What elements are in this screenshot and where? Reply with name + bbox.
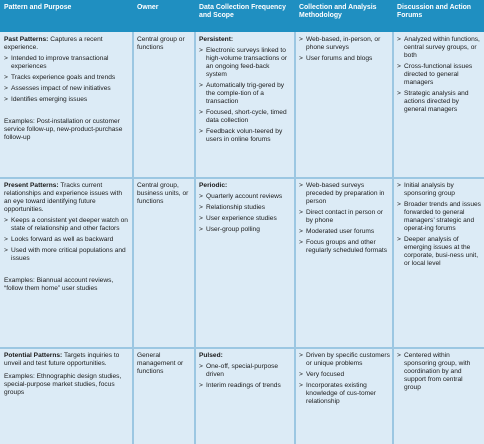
- header-discussion-forums: Discussion and Action Forums: [393, 0, 484, 32]
- row2-frequency-bullet-1: > Quarterly account reviews: [199, 193, 292, 201]
- row2-pattern-text: Tracks current relationships and experience issues with an eye toward identifying future opportunities.: [4, 182, 123, 214]
- row3-owner: General management or functions: [137, 352, 184, 376]
- row3-methodology-bullets: [299, 352, 390, 406]
- row1-pattern-bullet-1: > Intended to improve transactional experiences: [4, 55, 130, 71]
- row2-owner-cell: [133, 178, 195, 348]
- row1-methodology-bullet-1: > Web-based, in-person, or phone surveys: [299, 36, 390, 52]
- row2-pattern-bullet-3: > Used with more critical populations and issues: [4, 247, 130, 263]
- row-divider-1: [0, 177, 484, 179]
- row2-forums-bullet-2: > Broader trends and issues forwarded to general managers’ strategic and operat-ing forums: [397, 201, 481, 233]
- row2-methodology-bullet-4: > Focus groups and other regularly scheduled formats: [299, 239, 390, 255]
- row1-forums-bullets: [397, 36, 481, 114]
- row3-methodology-bullet-1: > Driven by specific customers or unique problems: [299, 352, 390, 368]
- row2-frequency-bullets: [199, 193, 292, 234]
- row1-pattern-bullets: [4, 55, 130, 104]
- column-divider-2: [194, 32, 196, 444]
- row1-pattern-text: Captures a recent experience.: [4, 36, 103, 52]
- row2-frequency-bullet-4: > User-group polling: [199, 226, 292, 234]
- row3-methodology-bullet-2: > Very focused: [299, 371, 390, 379]
- row1-pattern-bullet-2: > Tracks experience goals and trends: [4, 74, 130, 82]
- row3-owner-cell: [133, 348, 195, 444]
- row2-pattern-bullet-2: > Looks forward as well as backward: [4, 236, 130, 244]
- row2-pattern-bullets: [4, 217, 130, 263]
- row3-methodology-cell: [295, 348, 393, 444]
- row3-frequency-bullets: [199, 363, 292, 390]
- row1-methodology-bullet-2: > User forums and blogs: [299, 55, 390, 63]
- row2-pattern-example: Examples: Biannual account reviews, “follow them home” user studies: [4, 277, 114, 293]
- row3-frequency-bullet-2: > Interim readings of trends: [199, 382, 292, 390]
- row-divider-2: [0, 347, 484, 349]
- row3-pattern-lead: [4, 352, 130, 368]
- row1-pattern-bullet-3: > Assesses impact of new initiatives: [4, 85, 130, 93]
- row3-forums-cell: [393, 348, 484, 444]
- column-divider-4: [392, 32, 394, 444]
- row3-frequency-title: Pulsed:: [199, 352, 223, 359]
- row2-forums-bullets: [397, 182, 481, 268]
- row2-frequency-title: Periodic:: [199, 182, 228, 189]
- row3-pattern-example: Examples: Ethnographic design studies, special-purpose market studies, focus groups: [4, 373, 122, 397]
- row1-pattern-cell: [0, 32, 133, 178]
- row1-owner-cell: [133, 32, 195, 178]
- row1-frequency-cell: [195, 32, 295, 178]
- row3-pattern-cell: [0, 348, 133, 444]
- header-data-collection: Data Collection Frequency and Scope: [195, 0, 295, 32]
- row2-pattern-lead: [4, 182, 130, 214]
- row1-pattern-lead: [4, 36, 130, 52]
- row2-frequency-bullet-2: > Relationship studies: [199, 204, 292, 212]
- column-divider-1: [132, 32, 134, 444]
- row3-frequency-cell: [195, 348, 295, 444]
- header-collection-methodology: Collection and Analysis Methodology: [295, 0, 393, 32]
- row1-pattern-bullet-4: > Identifies emerging issues: [4, 96, 130, 104]
- row3-forums-bullet-1: > Centered within sponsoring group, with coordination by and support from central group: [397, 352, 481, 392]
- row3-pattern-title: Potential Patterns:: [4, 352, 63, 359]
- row1-forums-bullet-2: > Cross-functional issues directed to general managers: [397, 63, 481, 87]
- row1-pattern-example: Examples: Post-installation or customer service follow-up, new-product-purchase follow-up: [4, 118, 123, 142]
- row3-pattern-text: Targets inquiries to unveil and test future opportunities.: [4, 352, 120, 368]
- row1-frequency-title: Persistent:: [199, 36, 234, 43]
- row2-forums-cell: [393, 178, 484, 348]
- column-divider-3: [294, 32, 296, 444]
- row2-forums-bullet-3: > Deeper analysis of emerging issues at the corporate, busi-ness unit, or local level: [397, 236, 481, 268]
- row1-methodology-bullets: [299, 36, 390, 63]
- row3-methodology-bullet-3: > Incorporates existing knowledge of cus-tomer relationship: [299, 382, 390, 406]
- row1-frequency-bullets: [199, 47, 292, 144]
- row2-forums-bullet-1: > Initial analysis by sponsoring group: [397, 182, 481, 198]
- row2-methodology-bullet-3: > Moderated user forums: [299, 228, 390, 236]
- row2-owner: Central group, business units, or functions: [137, 182, 189, 206]
- row2-pattern-bullet-1: > Keeps a consistent yet deeper watch on state of relationship and other factors: [4, 217, 130, 233]
- row1-methodology-cell: [295, 32, 393, 178]
- row2-pattern-cell: [0, 178, 133, 348]
- header-owner: Owner: [133, 0, 195, 32]
- row1-frequency-bullet-4: > Feedback volun-teered by users in online forums: [199, 128, 292, 144]
- row1-forums-bullet-3: > Strategic analysis and actions directed by general managers: [397, 90, 481, 114]
- row1-frequency-bullet-1: > Electronic surveys linked to high-volume transactions or an ongoing feed-back system: [199, 47, 292, 79]
- row1-frequency-bullet-3: > Focused, short-cycle, timed data collection: [199, 109, 292, 125]
- row1-forums-bullet-1: > Analyzed within functions, central survey groups, or both: [397, 36, 481, 60]
- row3-frequency-bullet-1: > One-off, special-purpose driven: [199, 363, 292, 379]
- row1-forums-cell: [393, 32, 484, 178]
- row2-methodology-bullet-1: > Web-based surveys preceded by preparation in person: [299, 182, 390, 206]
- row3-forums-bullets: [397, 352, 481, 392]
- row2-frequency-bullet-3: > User experience studies: [199, 215, 292, 223]
- row2-methodology-bullet-2: > Direct contact in person or by phone: [299, 209, 390, 225]
- row2-pattern-title: Present Patterns:: [4, 182, 59, 189]
- header-pattern-purpose: Pattern and Purpose: [0, 0, 133, 32]
- row1-pattern-title: Past Patterns:: [4, 36, 49, 43]
- row1-frequency-bullet-2: > Automatically trig-gered by the comple-tion of a transaction: [199, 82, 292, 106]
- row2-frequency-cell: [195, 178, 295, 348]
- row1-owner: Central group or functions: [137, 36, 185, 52]
- row2-methodology-bullets: [299, 182, 390, 255]
- row2-methodology-cell: [295, 178, 393, 348]
